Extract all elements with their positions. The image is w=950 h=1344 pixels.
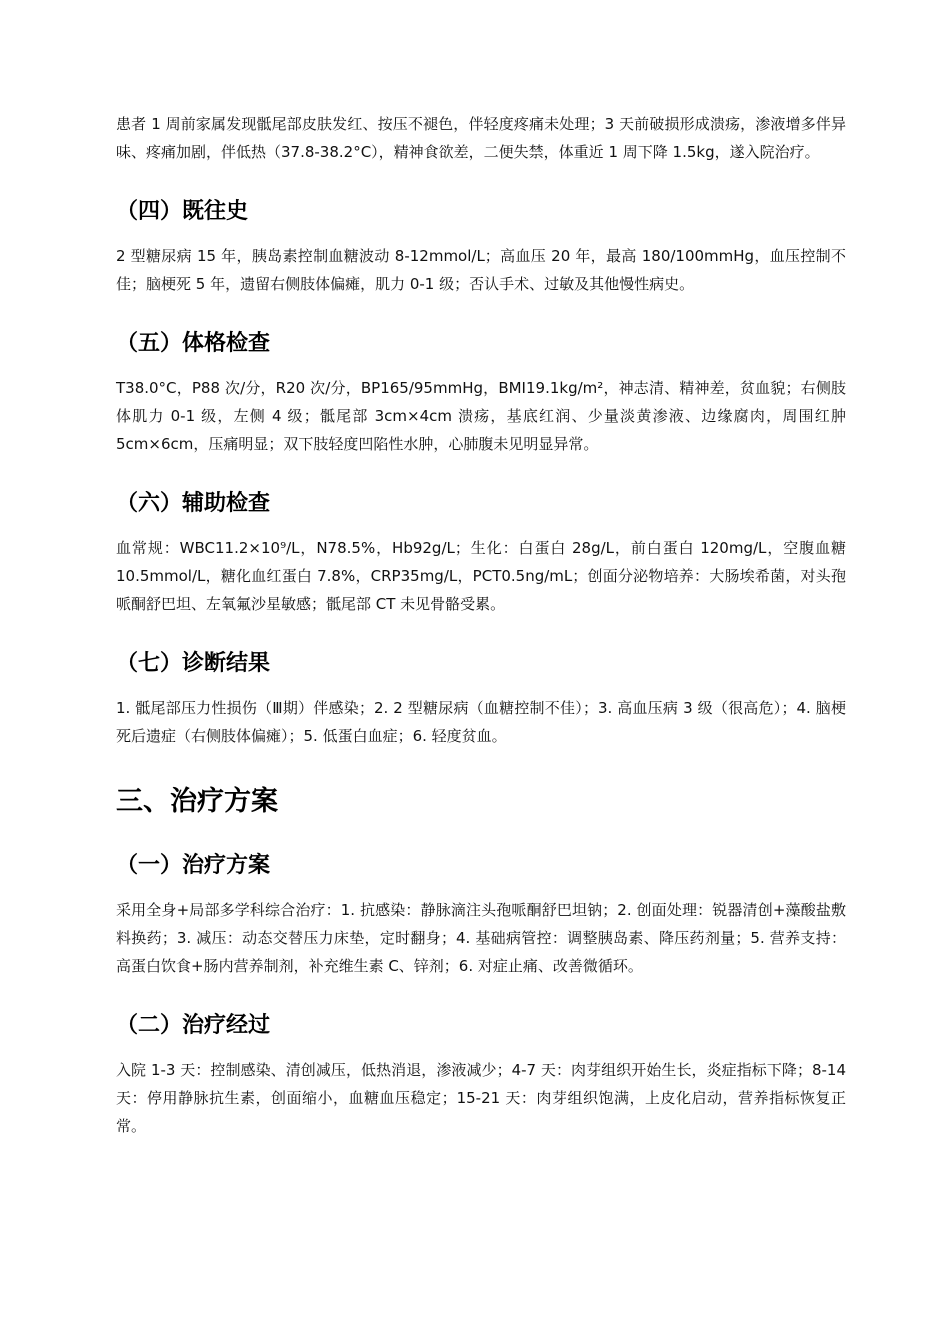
treatment-course-paragraph: 入院 1-3 天：控制感染、清创减压，低热消退，渗液减少；4-7 天：肉芽组织开始生长，炎症指标下降；8-14 天：停用静脉抗生素，创面缩小，血糖血压稳定；15-21 天：肉芽组织饱满，上皮化启动，营养指标恢复正常。 <box>116 1061 846 1135</box>
past-history-paragraph: 2 型糖尿病 15 年，胰岛素控制血糖波动 8-12mmol/L；高血压 20 年，最高 180/100mmHg，血压控制不佳；脑梗死 5 年，遗留右侧肢体偏瘫，肌力 0-1 级；否认手术、过敏及其他慢性病史。 <box>116 247 846 293</box>
document-content <box>116 110 846 1140</box>
auxiliary-exam-paragraph: 血常规：WBC11.2×10⁹/L，N78.5%，Hb92g/L；生化：白蛋白 28g/L，前白蛋白 120mg/L，空腹血糖 10.5mmol/L，糖化血红蛋白 7.8%，CRP35mg/L，PCT0.5ng/mL；创面分泌物培养：大肠埃希菌，对头孢哌酮舒巴坦、左氧氟沙星敏感；骶尾部 CT 未见骨骼受累。 <box>116 539 846 613</box>
past-history-heading: （四）既往史 <box>116 199 249 224</box>
treatment-section-title: 三、治疗方案 <box>116 786 278 817</box>
treatment-plan-paragraph: 采用全身+局部多学科综合治疗：1. 抗感染：静脉滴注头孢哌酮舒巴坦钠；2. 创面处理：锐器清创+藻酸盐敷料换药；3. 减压：动态交替压力床垫，定时翻身；4. 基础病管控：调整胰岛素、降压药剂量；5. 营养支持：高蛋白饮食+肠内营养制剂，补充维生素 C、锌剂；6. 对症止痛、改善微循环。 <box>116 901 846 975</box>
treatment-plan-heading: （一）治疗方案 <box>116 853 271 878</box>
treatment-course-heading: （二）治疗经过 <box>116 1013 271 1038</box>
diagnosis-heading: （七）诊断结果 <box>116 651 271 676</box>
diagnosis-paragraph: 1. 骶尾部压力性损伤（Ⅲ期）伴感染；2. 2 型糖尿病（血糖控制不佳）；3. 高血压病 3 级（很高危）；4. 脑梗死后遗症（右侧肢体偏瘫）；5. 低蛋白血症；6. 轻度贫血。 <box>116 699 846 745</box>
auxiliary-exam-heading: （六）辅助检查 <box>116 491 271 516</box>
physical-exam-paragraph: T38.0°C，P88 次/分，R20 次/分，BP165/95mmHg，BMI19.1kg/m²，神志清、精神差，贫血貌；右侧肢体肌力 0-1 级，左侧 4 级；骶尾部 3cm×4cm 溃疡，基底红润、少量淡黄渗液、边缘腐肉，周围红肿 5cm×6cm，压痛明显；双下肢轻度凹陷性水肿，心肺腹未见明显异常。 <box>116 379 846 453</box>
physical-exam-heading: （五）体格检查 <box>116 331 271 356</box>
present-illness-paragraph: 患者 1 周前家属发现骶尾部皮肤发红、按压不褪色，伴轻度疼痛未处理；3 天前破损形成溃疡，渗液增多伴异味、疼痛加剧，伴低热（37.8-38.2°C），精神食欲差，二便失禁，体重近 1 周下降 1.5kg，遂入院治疗。 <box>116 115 846 161</box>
